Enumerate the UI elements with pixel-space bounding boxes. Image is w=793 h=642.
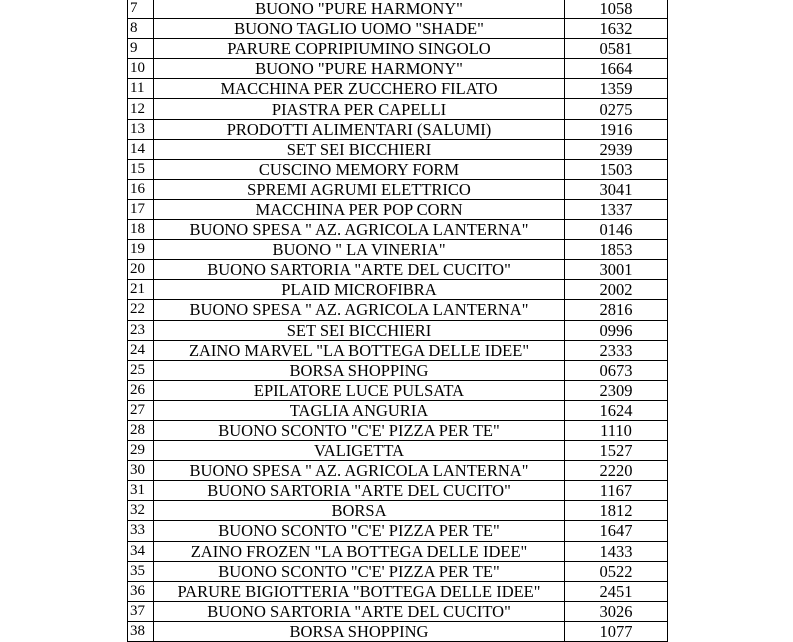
table-row [128,340,668,360]
table-row [128,39,668,59]
table-row [128,561,668,581]
table-row [128,260,668,280]
prize-cell: BUONO "PURE HARMONY" [154,59,565,79]
table-row [128,119,668,139]
ticket-code-cell: 1359 [565,79,668,99]
table-row [128,441,668,461]
row-number-cell: 14 [128,139,154,159]
ticket-code-cell: 1624 [565,400,668,420]
table-row [128,159,668,179]
table-row [128,300,668,320]
table-row [128,79,668,99]
row-number-cell: 10 [128,59,154,79]
row-number-cell: 26 [128,380,154,400]
row-number-cell: 25 [128,360,154,380]
table-row [128,199,668,219]
table-row [128,320,668,340]
table-row [128,59,668,79]
prize-cell: BUONO SARTORIA "ARTE DEL CUCITO" [154,260,565,280]
row-number-cell: 29 [128,441,154,461]
prize-cell: SPREMI AGRUMI ELETTRICO [154,179,565,199]
prize-cell: BUONO TAGLIO UOMO "SHADE" [154,19,565,39]
table-row [128,501,668,521]
prize-cell: ZAINO MARVEL "LA BOTTEGA DELLE IDEE" [154,340,565,360]
table-row [128,99,668,119]
prize-cell: MACCHINA PER ZUCCHERO FILATO [154,79,565,99]
row-number-cell: 21 [128,280,154,300]
row-number-cell: 28 [128,420,154,440]
ticket-code-cell: 3026 [565,601,668,621]
table-row [128,420,668,440]
prize-cell: CUSCINO MEMORY FORM [154,159,565,179]
row-number-cell: 8 [128,19,154,39]
table-row [128,240,668,260]
table-row [128,139,668,159]
ticket-code-cell: 2002 [565,280,668,300]
prize-cell: ZAINO FROZEN "LA BOTTEGA DELLE IDEE" [154,541,565,561]
prize-cell: BORSA [154,501,565,521]
row-number-cell: 19 [128,240,154,260]
row-number-cell: 34 [128,541,154,561]
table-row [128,461,668,481]
ticket-code-cell: 1527 [565,441,668,461]
ticket-code-cell: 0996 [565,320,668,340]
table-row [128,380,668,400]
ticket-code-cell: 1853 [565,240,668,260]
ticket-code-cell: 1337 [565,199,668,219]
ticket-code-cell: 2333 [565,340,668,360]
prize-cell: MACCHINA PER POP CORN [154,199,565,219]
ticket-code-cell: 1433 [565,541,668,561]
ticket-code-cell: 3041 [565,179,668,199]
table-row [128,220,668,240]
prize-cell: BUONO SCONTO "C'E' PIZZA PER TE" [154,561,565,581]
row-number-cell: 15 [128,159,154,179]
ticket-code-cell: 1167 [565,481,668,501]
table-row [128,521,668,541]
prize-cell: PRODOTTI ALIMENTARI (SALUMI) [154,119,565,139]
prize-cell: BUONO SPESA " AZ. AGRICOLA LANTERNA" [154,300,565,320]
prize-cell: VALIGETTA [154,441,565,461]
prize-cell: EPILATORE LUCE PULSATA [154,380,565,400]
table-row [128,280,668,300]
row-number-cell: 32 [128,501,154,521]
prize-cell: BORSA SHOPPING [154,621,565,641]
ticket-code-cell: 1077 [565,621,668,641]
row-number-cell: 9 [128,39,154,59]
prize-cell: SET SEI BICCHIERI [154,139,565,159]
prize-cell: PARURE BIGIOTTERIA "BOTTEGA DELLE IDEE" [154,581,565,601]
prize-cell: BUONO " LA VINERIA" [154,240,565,260]
ticket-code-cell: 2939 [565,139,668,159]
prize-cell: BUONO SPESA " AZ. AGRICOLA LANTERNA" [154,220,565,240]
ticket-code-cell: 0275 [565,99,668,119]
table-row [128,179,668,199]
prize-cell: BUONO SCONTO "C'E' PIZZA PER TE" [154,521,565,541]
prize-table-body [128,0,668,642]
ticket-code-cell: 1664 [565,59,668,79]
row-number-cell: 13 [128,119,154,139]
row-number-cell: 38 [128,621,154,641]
row-number-cell: 11 [128,79,154,99]
table-row [128,19,668,39]
row-number-cell: 36 [128,581,154,601]
table-row [128,621,668,641]
ticket-code-cell: 1632 [565,19,668,39]
prize-cell: BUONO SPESA " AZ. AGRICOLA LANTERNA" [154,461,565,481]
row-number-cell: 33 [128,521,154,541]
row-number-cell: 27 [128,400,154,420]
row-number-cell: 12 [128,99,154,119]
row-number-cell: 18 [128,220,154,240]
table-row [128,360,668,380]
row-number-cell: 23 [128,320,154,340]
ticket-code-cell: 1503 [565,159,668,179]
row-number-cell: 31 [128,481,154,501]
ticket-code-cell: 1058 [565,0,668,19]
prize-cell: PIASTRA PER CAPELLI [154,99,565,119]
row-number-cell: 30 [128,461,154,481]
ticket-code-cell: 0146 [565,220,668,240]
row-number-cell: 20 [128,260,154,280]
ticket-code-cell: 2451 [565,581,668,601]
ticket-code-cell: 2309 [565,380,668,400]
table-row [128,0,668,19]
table-row [128,400,668,420]
ticket-code-cell: 0522 [565,561,668,581]
table-row [128,481,668,501]
table-row [128,541,668,561]
ticket-code-cell: 0673 [565,360,668,380]
row-number-cell: 7 [128,0,154,19]
row-number-cell: 22 [128,300,154,320]
ticket-code-cell: 0581 [565,39,668,59]
ticket-code-cell: 1647 [565,521,668,541]
row-number-cell: 24 [128,340,154,360]
prize-cell: SET SEI BICCHIERI [154,320,565,340]
ticket-code-cell: 1110 [565,420,668,440]
table-row [128,601,668,621]
prize-cell: BUONO "PURE HARMONY" [154,0,565,19]
prize-cell: TAGLIA ANGURIA [154,400,565,420]
prize-cell: BORSA SHOPPING [154,360,565,380]
ticket-code-cell: 2220 [565,461,668,481]
row-number-cell: 35 [128,561,154,581]
prize-cell: BUONO SARTORIA "ARTE DEL CUCITO" [154,481,565,501]
prize-cell: BUONO SARTORIA "ARTE DEL CUCITO" [154,601,565,621]
row-number-cell: 37 [128,601,154,621]
table-row [128,581,668,601]
row-number-cell: 17 [128,199,154,219]
ticket-code-cell: 1812 [565,501,668,521]
prize-table [127,0,668,642]
prize-cell: PLAID MICROFIBRA [154,280,565,300]
ticket-code-cell: 2816 [565,300,668,320]
row-number-cell: 16 [128,179,154,199]
prize-cell: PARURE COPRIPIUMINO SINGOLO [154,39,565,59]
ticket-code-cell: 1916 [565,119,668,139]
prize-cell: BUONO SCONTO "C'E' PIZZA PER TE" [154,420,565,440]
ticket-code-cell: 3001 [565,260,668,280]
